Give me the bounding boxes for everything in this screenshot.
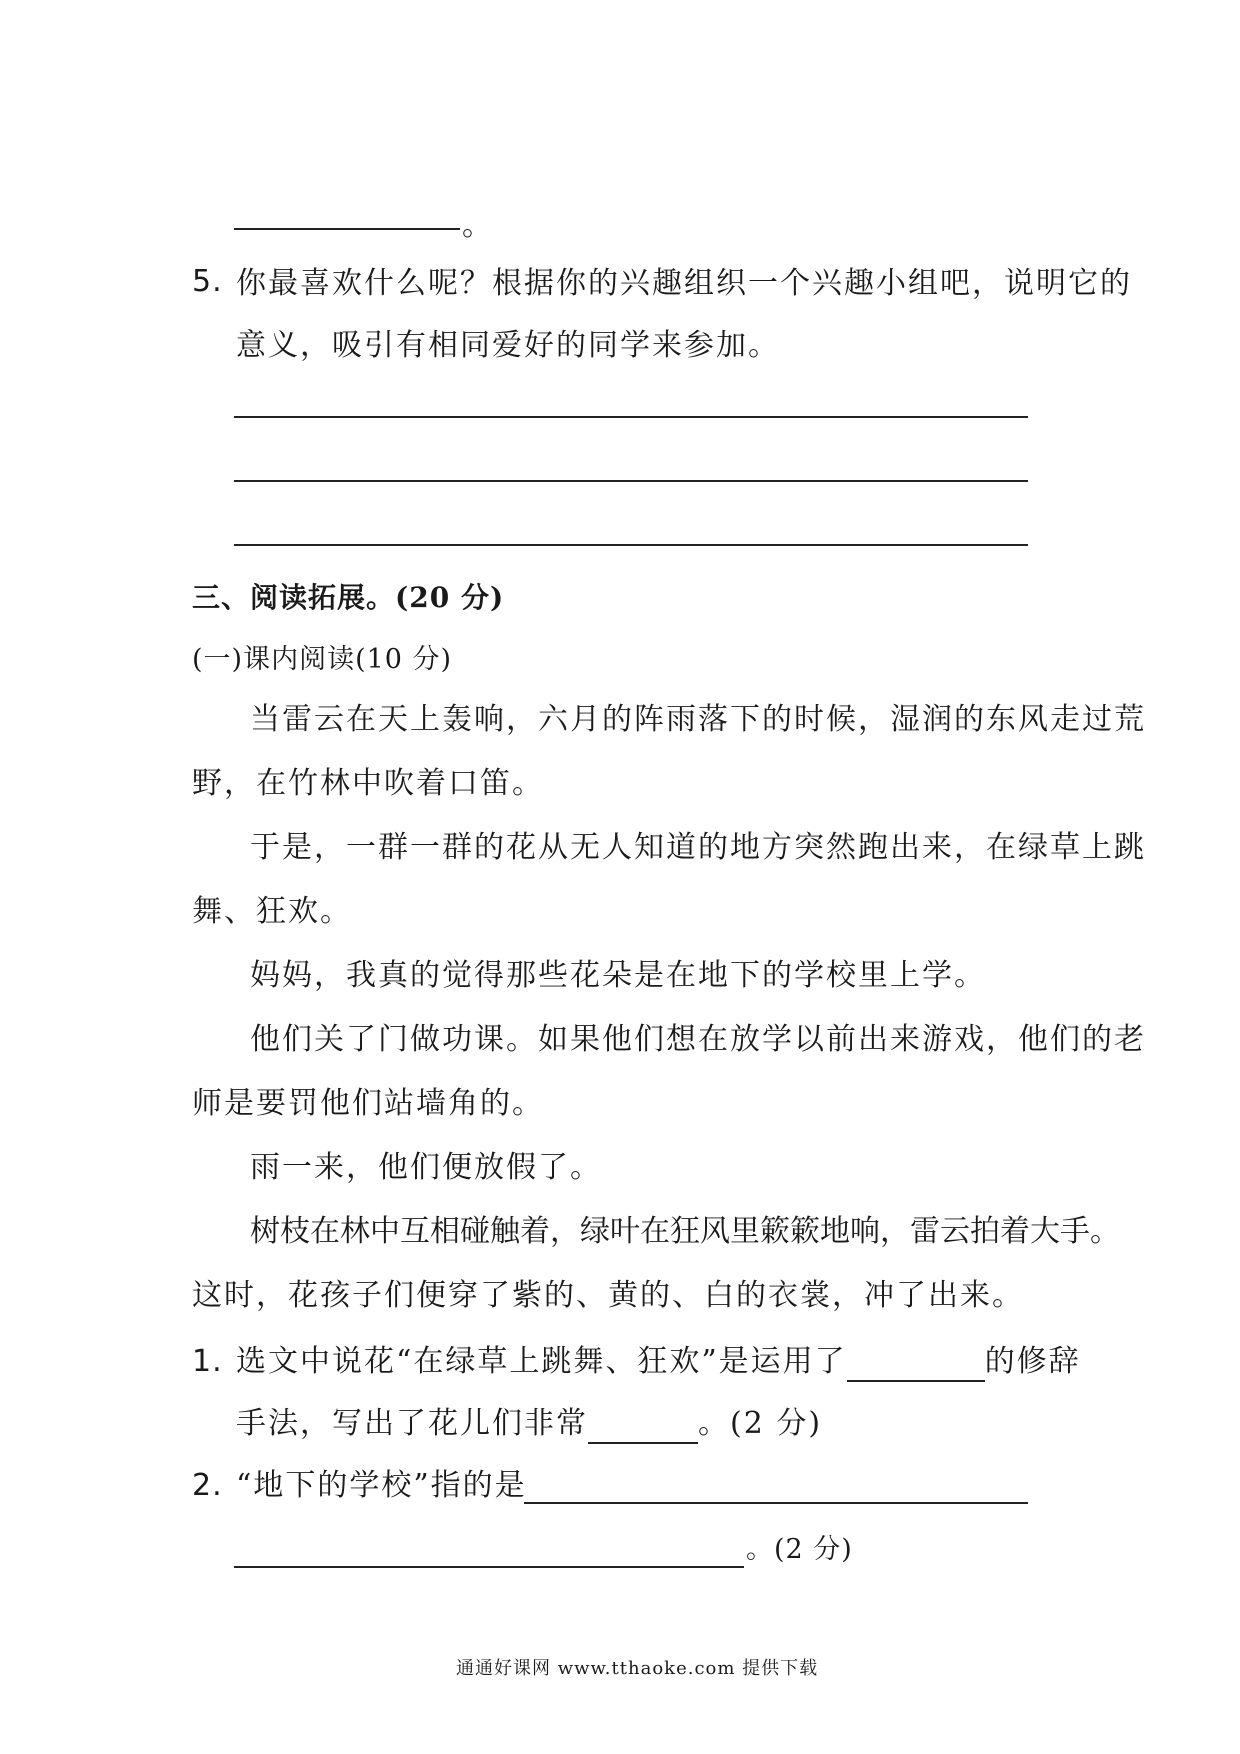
question-5-text-line1: 你最喜欢什么呢？根据你的兴趣组织一个兴趣小组吧，说明它的 xyxy=(236,266,1132,301)
passage-line: 雨一来，他们便放假了。 xyxy=(250,1150,602,1185)
question-1-line1 xyxy=(236,1342,1081,1382)
answer-line-3[interactable] xyxy=(234,544,1028,546)
footer-source: 通通好课网 www.tthaoke.com 提供下载 xyxy=(456,1658,819,1679)
question-2-answer-line-2[interactable] xyxy=(234,1566,744,1568)
question-2-number: 2. xyxy=(192,1468,223,1503)
passage-line: 野，在竹林中吹着口笛。 xyxy=(192,766,544,801)
question-1-text-part4: 。(2 分) xyxy=(698,1406,823,1441)
question-2-text: “地下的学校”指的是 xyxy=(236,1468,527,1503)
section-3-subtitle: (一)课内阅读(10 分) xyxy=(192,644,453,675)
answer-blank-line[interactable] xyxy=(234,228,460,230)
question-1-line2 xyxy=(236,1404,822,1444)
question-1-blank-rhetoric[interactable] xyxy=(847,1348,985,1382)
passage-line: 当雷云在天上轰响，六月的阵雨落下的时候，湿润的东风走过荒 xyxy=(250,702,1146,737)
section-3-title: 三、阅读拓展。(20 分) xyxy=(192,581,505,614)
question-1-blank-feeling[interactable] xyxy=(588,1410,698,1444)
passage-line: 他们关了门做功课。如果他们想在放学以前出来游戏，他们的老 xyxy=(250,1022,1146,1057)
passage-line: 于是，一群一群的花从无人知道的地方突然跑出来，在绿草上跳 xyxy=(250,830,1146,865)
question-5-text-line2: 意义，吸引有相同爱好的同学来参加。 xyxy=(236,328,780,363)
question-5-number: 5. xyxy=(192,264,223,299)
question-1-text-part2: 的修辞 xyxy=(984,1344,1081,1379)
passage-line: 树枝在林中互相碰触着，绿叶在狂风里簌簌地响，雷云拍着大手。 xyxy=(250,1214,1120,1249)
period-mark: 。 xyxy=(462,208,493,243)
passage-line: 舞、狂欢。 xyxy=(192,894,352,929)
answer-line-2[interactable] xyxy=(234,480,1028,482)
question-2-answer-line-1[interactable] xyxy=(524,1502,1028,1504)
passage-line: 这时，花孩子们便穿了紫的、黄的、白的衣裳，冲了出来。 xyxy=(192,1278,1024,1313)
passage-line: 妈妈，我真的觉得那些花朵是在地下的学校里上学。 xyxy=(250,958,986,993)
passage-line: 师是要罚他们站墙角的。 xyxy=(192,1086,544,1121)
question-1-text-part3: 手法，写出了花儿们非常 xyxy=(236,1406,588,1441)
question-1-text-part1: 选文中说花“在绿草上跳舞、狂欢”是运用了 xyxy=(236,1344,847,1379)
answer-line-1[interactable] xyxy=(234,416,1028,418)
question-2-score: 。(2 分) xyxy=(746,1534,853,1565)
question-1-number: 1. xyxy=(192,1344,223,1379)
